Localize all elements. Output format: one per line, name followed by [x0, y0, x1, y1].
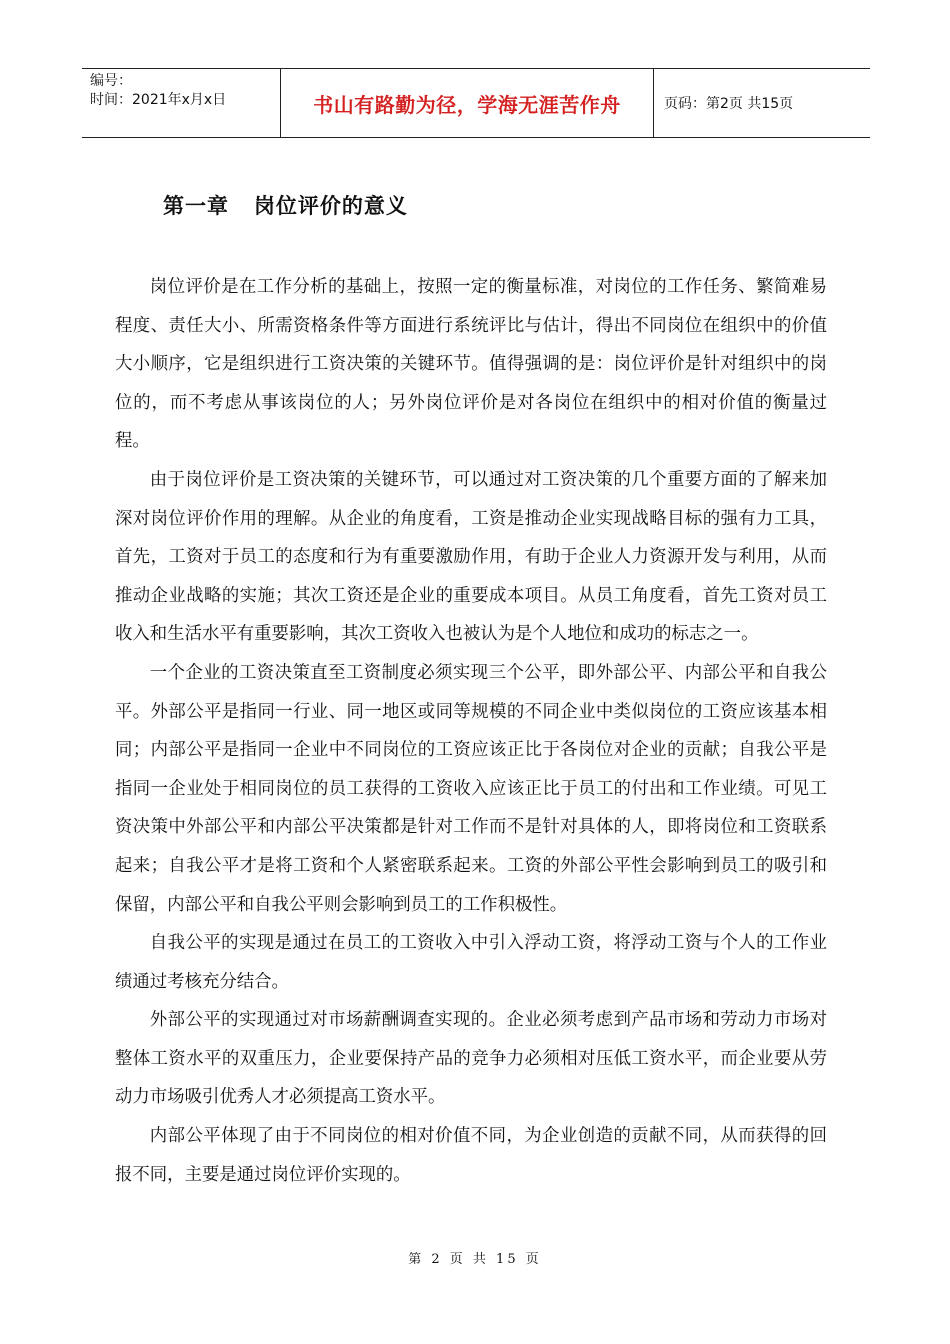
page-footer: 第 2 页 共 15 页: [408, 1252, 542, 1267]
document-header: [82, 68, 870, 138]
number-label: 编号：: [90, 73, 132, 89]
paragraph: 岗位评价是在工作分析的基础上，按照一定的衡量标准，对岗位的工作任务、繁简难易程度、责任大小、所需资格条件等方面进行系统评比与估计，得出不同岗位在组织中的价值大小顺序，它是组织进行工资决策的关键环节。值得强调的是：岗位评价是针对组织中的岗位的，而不考虑从事该岗位的人；另外岗位评价是对各岗位在组织中的相对价值的衡量过程。: [115, 277, 827, 452]
page-code-text: 页码：第2页 共15页: [664, 96, 794, 112]
motto-cell: [280, 69, 654, 137]
motto-text: 书山有路勤为径，学海无涯苦作舟: [313, 92, 621, 117]
paragraph: 自我公平的实现是通过在员工的工资收入中引入浮动工资，将浮动工资与个人的工作业绩通过考核充分结合。: [115, 933, 827, 992]
paragraph: 一个企业的工资决策直至工资制度必须实现三个公平，即外部公平、内部公平和自我公平。外部公平是指同一行业、同一地区或同等规模的不同企业中类似岗位的工资应该基本相同；内部公平是指同一企业中不同岗位的工资应该正比于各岗位对企业的贡献；自我公平是指同一企业处于相同岗位的员工获得的工资收入应该正比于员工的付出和工作业绩。可见工资决策中外部公平和内部公平决策都是针对工作而不是针对具体的人，即将岗位和工资联系起来；自我公平才是将工资和个人紧密联系起来。工资的外部公平性会影响到员工的吸引和保留，内部公平和自我公平则会影响到员工的工作积极性。: [115, 662, 827, 915]
chapter-title: 第一章 岗位评价的意义: [163, 194, 408, 218]
time-label: 时间：2021年x月x日: [90, 92, 227, 108]
paragraph: 内部公平体现了由于不同岗位的相对价值不同，为企业创造的贡献不同，从而获得的回报不同，主要是通过岗位评价实现的。: [115, 1126, 827, 1185]
page-code-cell: [654, 69, 870, 137]
paragraph: 由于岗位评价是工资决策的关键环节，可以通过对工资决策的几个重要方面的了解来加深对岗位评价作用的理解。从企业的角度看，工资是推动企业实现战略目标的强有力工具，首先，工资对于员工的态度和行为有重要激励作用，有助于企业人力资源开发与利用，从而推动企业战略的实施；其次工资还是企业的重要成本项目。从员工角度看，首先工资对员工收入和生活水平有重要影响，其次工资收入也被认为是个人地位和成功的标志之一。: [115, 469, 827, 645]
paragraph: 外部公平的实现通过对市场薪酬调查实现的。企业必须考虑到产品市场和劳动力市场对整体工资水平的双重压力，企业要保持产品的竞争力必须相对压低工资水平，而企业要从劳动力市场吸引优秀人才必须提高工资水平。: [115, 1010, 827, 1108]
header-meta-cell: [82, 69, 280, 137]
body-text: [115, 268, 827, 1194]
